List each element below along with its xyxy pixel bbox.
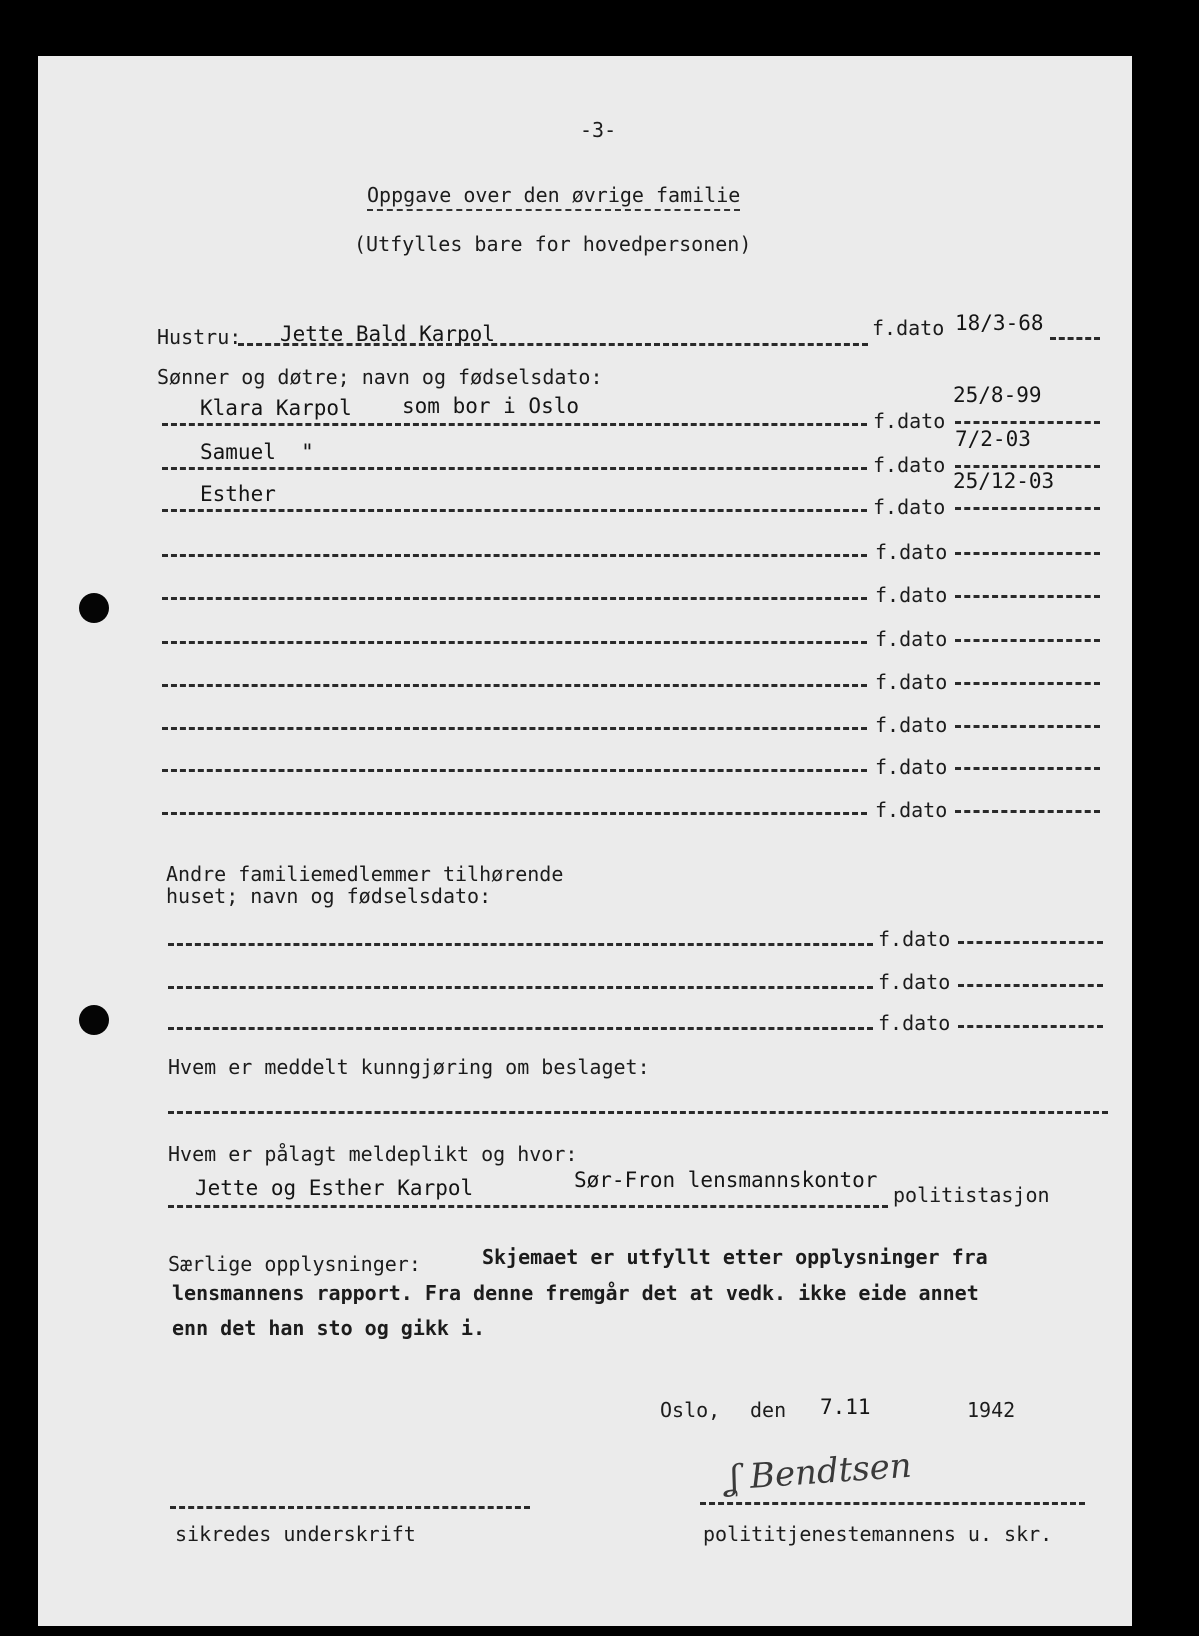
- page-number: -3-: [580, 118, 617, 142]
- child-dato-label: f.dato: [875, 798, 948, 822]
- form-subtitle: (Utfylles bare for hovedpersonen): [354, 232, 752, 256]
- hustru-label: Hustru:: [157, 325, 242, 349]
- child-line: [162, 597, 867, 600]
- child-line: [162, 467, 867, 470]
- meldeplikt-place: Sør-Fron lensmannskontor: [574, 1168, 878, 1192]
- child-dato-label: f.dato: [875, 755, 948, 779]
- other-dato-label: f.dato: [878, 1011, 951, 1035]
- child-line: [162, 812, 867, 815]
- child-dato-label: f.dato: [875, 713, 948, 737]
- saerlige-line-2: lensmannens rapport. Fra denne fremgår det at vedk. ikke eide annet: [172, 1281, 979, 1305]
- child-name: Esther: [200, 482, 276, 506]
- saerlige-label: Særlige opplysninger:: [168, 1252, 421, 1276]
- saerlige-line-1: Skjemaet er utfyllt etter opplysninger fra: [482, 1245, 988, 1269]
- child-line: [162, 423, 867, 426]
- other-dato-label: f.dato: [878, 927, 951, 951]
- child-dato-line: [955, 725, 1100, 728]
- den-label: den: [750, 1398, 787, 1422]
- meldeplikt-line: [168, 1205, 888, 1208]
- child-dato-label: f.dato: [875, 540, 948, 564]
- sig-left-label: sikredes underskrift: [175, 1522, 416, 1546]
- other-line: [168, 943, 873, 946]
- child-dato-line: [955, 595, 1100, 598]
- child-line: [162, 684, 867, 687]
- child-dato: 25/8-99: [953, 383, 1042, 407]
- place: Oslo,: [660, 1398, 721, 1422]
- child-dato-line: [955, 767, 1100, 770]
- meldeplikt-persons: Jette og Esther Karpol: [195, 1176, 474, 1200]
- child-dato: 7/2-03: [955, 427, 1031, 451]
- other-dato-line: [958, 984, 1103, 987]
- child-dato-label: f.dato: [875, 627, 948, 651]
- date: 7.11: [820, 1395, 871, 1419]
- hustru-line: [238, 343, 868, 346]
- child-note: som bor i Oslo: [402, 394, 580, 418]
- sig-left-line: [170, 1506, 530, 1509]
- kunngjoring-label: Hvem er meddelt kunngjøring om beslaget:: [168, 1055, 650, 1079]
- handwritten-signature: ʆ Bendtsen: [726, 1445, 913, 1499]
- saerlige-line-3: enn det han sto og gikk i.: [172, 1316, 486, 1340]
- others-heading-2: huset; navn og fødselsdato:: [166, 884, 492, 908]
- sig-right-line: [700, 1502, 1085, 1505]
- children-heading: Sønner og døtre; navn og fødselsdato:: [157, 365, 603, 389]
- meldeplikt-label: Hvem er pålagt meldeplikt og hvor:: [168, 1142, 578, 1166]
- document-page: [38, 56, 1132, 1626]
- hustru-name: Jette Bald Karpol: [280, 322, 495, 346]
- child-dato-label: f.dato: [875, 670, 948, 694]
- child-line: [162, 641, 867, 644]
- child-dato-label: f.dato: [873, 495, 946, 519]
- child-name: Klara Karpol: [200, 396, 352, 420]
- child-dato-line: [955, 507, 1100, 510]
- form-title: Oppgave over den øvrige familie: [367, 183, 740, 211]
- child-line: [162, 727, 867, 730]
- other-dato-label: f.dato: [878, 970, 951, 994]
- child-dato-line: [955, 465, 1100, 468]
- meldeplikt-suffix: politistasjon: [893, 1183, 1050, 1207]
- year: 1942: [967, 1398, 1016, 1422]
- other-dato-line: [958, 941, 1103, 944]
- other-line: [168, 1027, 873, 1030]
- child-dato-label: f.dato: [873, 453, 946, 477]
- child-line: [162, 769, 867, 772]
- punch-hole: [79, 593, 109, 623]
- child-dato-label: f.dato: [875, 583, 948, 607]
- hustru-dato-label: f.dato: [872, 316, 945, 340]
- child-dato-line: [955, 552, 1100, 555]
- hustru-dato-line: [1050, 337, 1100, 340]
- kunngjoring-line: [168, 1111, 1108, 1114]
- child-dato-line: [955, 421, 1100, 424]
- others-heading-1: Andre familiemedlemmer tilhørende: [166, 862, 564, 886]
- sig-right-label: polititjenestemannens u. skr.: [703, 1522, 1053, 1546]
- child-line: [162, 554, 867, 557]
- child-line: [162, 509, 867, 512]
- child-name: Samuel ": [200, 440, 314, 464]
- other-dato-line: [958, 1025, 1103, 1028]
- child-dato-line: [955, 810, 1100, 813]
- child-dato-line: [955, 682, 1100, 685]
- child-dato: 25/12-03: [953, 469, 1055, 493]
- child-dato-line: [955, 639, 1100, 642]
- punch-hole: [79, 1005, 109, 1035]
- child-dato-label: f.dato: [873, 409, 946, 433]
- other-line: [168, 986, 873, 989]
- hustru-dato: 18/3-68: [955, 311, 1044, 335]
